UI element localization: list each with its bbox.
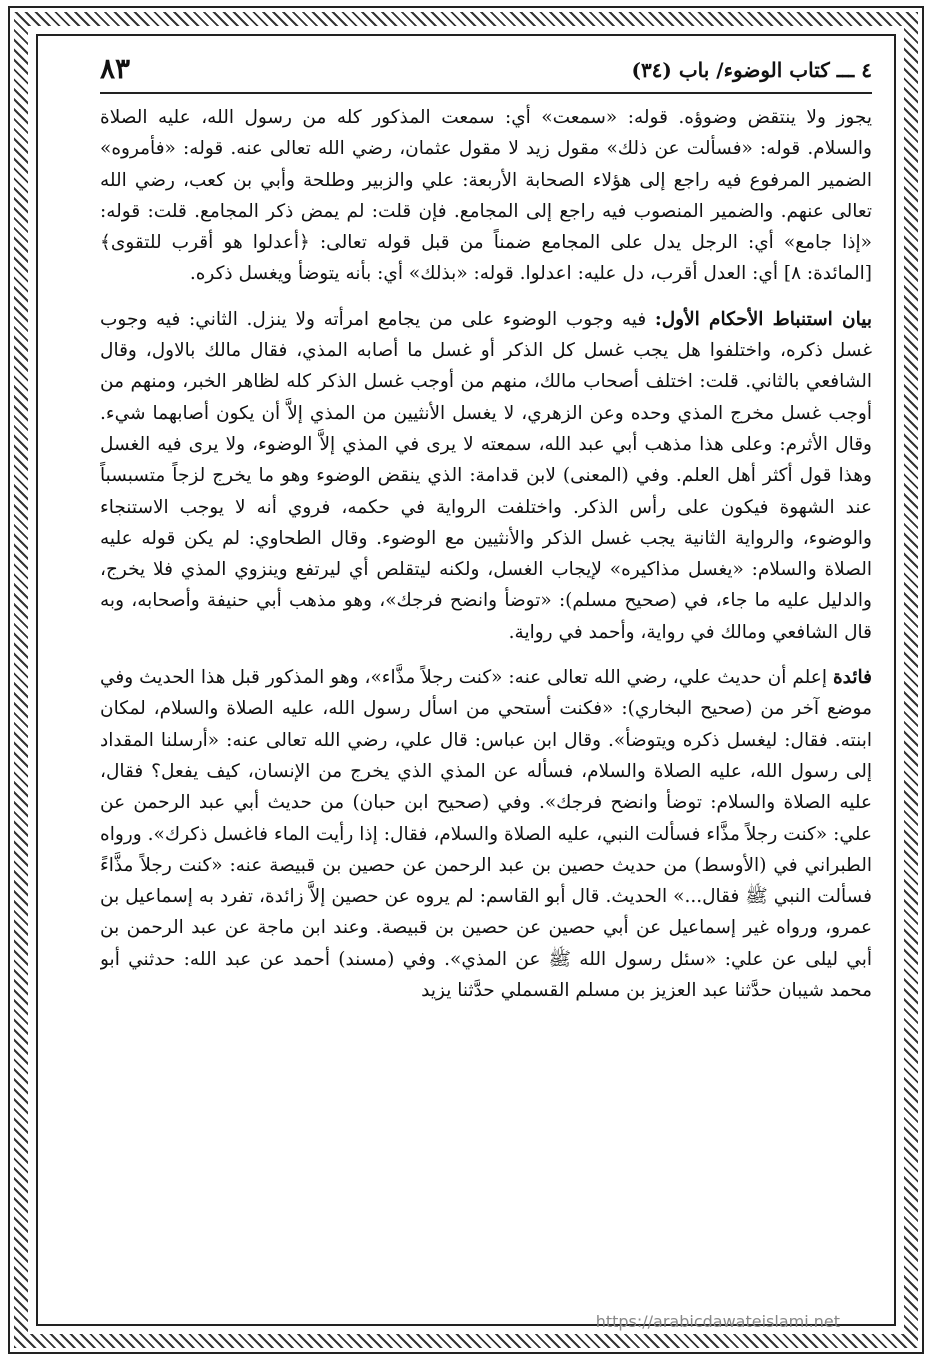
section-heading-rulings: بيان استنباط الأحكام الأول: bbox=[654, 308, 872, 330]
paragraph-benefit bbox=[100, 662, 872, 1006]
page-header bbox=[100, 52, 872, 92]
page-body bbox=[100, 102, 872, 1310]
paragraph-commentary bbox=[100, 102, 872, 290]
header-rule bbox=[100, 92, 872, 94]
running-head: ٤ ـــ كتاب الوضوء/ باب (٣٤) bbox=[631, 58, 872, 82]
paragraph-text: يجوز ولا ينتقض وضوؤه. قوله: «سمعت» أي: سمعت المذكور كله من رسول الله، عليه الصلاة والسلام. قوله: «فسألت عن ذلك» مقول زيد لا مقول عثمان، رضي الله تعالى عنه. قوله: «فأمروه» الضمير المرفوع فيه راجع إلى هؤلاء الصحابة الأربعة: علي والزبير وطلحة وأبي بن كعب، رضي الله تعالى عنهم. والضمير المنصوب فيه راجع إلى المجامع. فإن قلت: لم يمض ذكر المجامع. قلت: قوله: «إذا جامع» أي: الرجل يدل على المجامع ضمناً من قبل قوله تعالى: ﴿أعدلوا هو أقرب للتقوى﴾ [المائدة: ٨] أي: العدل أقرب، دل عليه: اعدلوا. قوله: «بذلك» أي: بأنه يتوضأ ويغسل ذكره. bbox=[100, 107, 872, 285]
paragraph-text: إعلم أن حديث علي، رضي الله تعالى عنه: «كنت رجلاً مذَّاء»، وهو المذكور قبل هذا الحديث وفي موضع آخر من (صحيح البخاري): «فكنت أستحي من اسأل رسول الله، عليه الصلاة والسلام، لمكان ابنته. فقال: ليغسل ذكره ويتوضأ». وقال ابن عباس: قال علي، رضي الله تعالى عنه: «أرسلنا المقداد إلى رسول الله، عليه الصلاة والسلام، فسأله عن المذي الذي يخرج من الإنسان، كيف يفعل؟ فقال، عليه الصلاة والسلام: توضأ وانضح فرجك». وفي (صحيح ابن حبان) من حديث أبي عبد الرحمن عن علي: «كنت رجلاً مذَّاء فسألت النبي، عليه الصلاة والسلام، فقال: إذا رأيت الماء فاغسل ذكرك». ورواه الطبراني في (الأوسط) من حديث حصين بن عبد الرحمن عن حصين بن قبيصة عنه: «كنت رجلاً مذَّاءً فسألت النبي ﷺ فقال...» الحديث. قال أبو القاسم: لم يروه عن حصين إلاَّ زائدة، تفرد به إسماعيل بن عمرو، ورواه غير إسماعيل عن أبي حصين عن حصين بن قبيصة. وعند ابن ماجة عن عبد الرحمن بن أبي ليلى عن علي: «سئل رسول الله ﷺ عن المذي». وفي (مسند) أحمد عن عبد الله: حدثني أبو محمد شيبان حدَّثنا عبد العزيز بن مسلم القسملي حدَّثنا يزيد bbox=[100, 667, 872, 1002]
page-number: ٨٣ bbox=[100, 52, 131, 85]
paragraph-rulings bbox=[100, 304, 872, 648]
watermark-url: https://arabicdawateislami.net bbox=[595, 1312, 840, 1331]
paragraph-text: فيه وجوب الوضوء على من يجامع امرأته ولا ينزل. الثاني: فيه وجوب غسل ذكره، واختلفوا هل يجب غسل كل الذكر أو غسل ما أصابه المذي، فقال مالك بالاول، وقال الشافعي بالثاني. قلت: اختلف أصحاب مالك، منهم من أوجب غسل الذكر كله لظاهر الخبر، ومنهم من أوجب غسل مخرج المذي وحده وعن الزهري، لا يغسل الأنثيين من المذي إلاَّ أن يكون أصابهما شيء. وقال الأثرم: وعلى هذا مذهب أبي عبد الله، سمعته لا يرى في المذي إلاَّ الوضوء، ولا يرى فيه الغسل وهذا قول أكثر أهل العلم. وفي (المعنى) لابن قدامة: الذي ينقض الوضوء وهو ما يخرج لزجاً متسبسباً عند الشهوة فيكون على رأس الذكر. واختلفت الرواية في حكمه، فروي أنه لا يوجب الاستنجاء والوضوء، والرواية الثانية يجب غسل الذكر والأنثيين مع الوضوء. وقال الطحاوي: لم يكن قوله عليه الصلاة والسلام: «يغسل مذاكيره» لإيجاب الغسل، ولكنه ليتقلص أي ليرتفع وينزوي المذي فلا يخرج، والدليل عليه ما جاء، في (صحيح مسلم): «توضأ وانضح فرجك»، وهو مذهب أبي حنيفة وأصحابه، وبه قال الشافعي ومالك في رواية، وأحمد في رواية. bbox=[100, 308, 872, 643]
section-heading-benefit: فائدة bbox=[832, 667, 872, 689]
